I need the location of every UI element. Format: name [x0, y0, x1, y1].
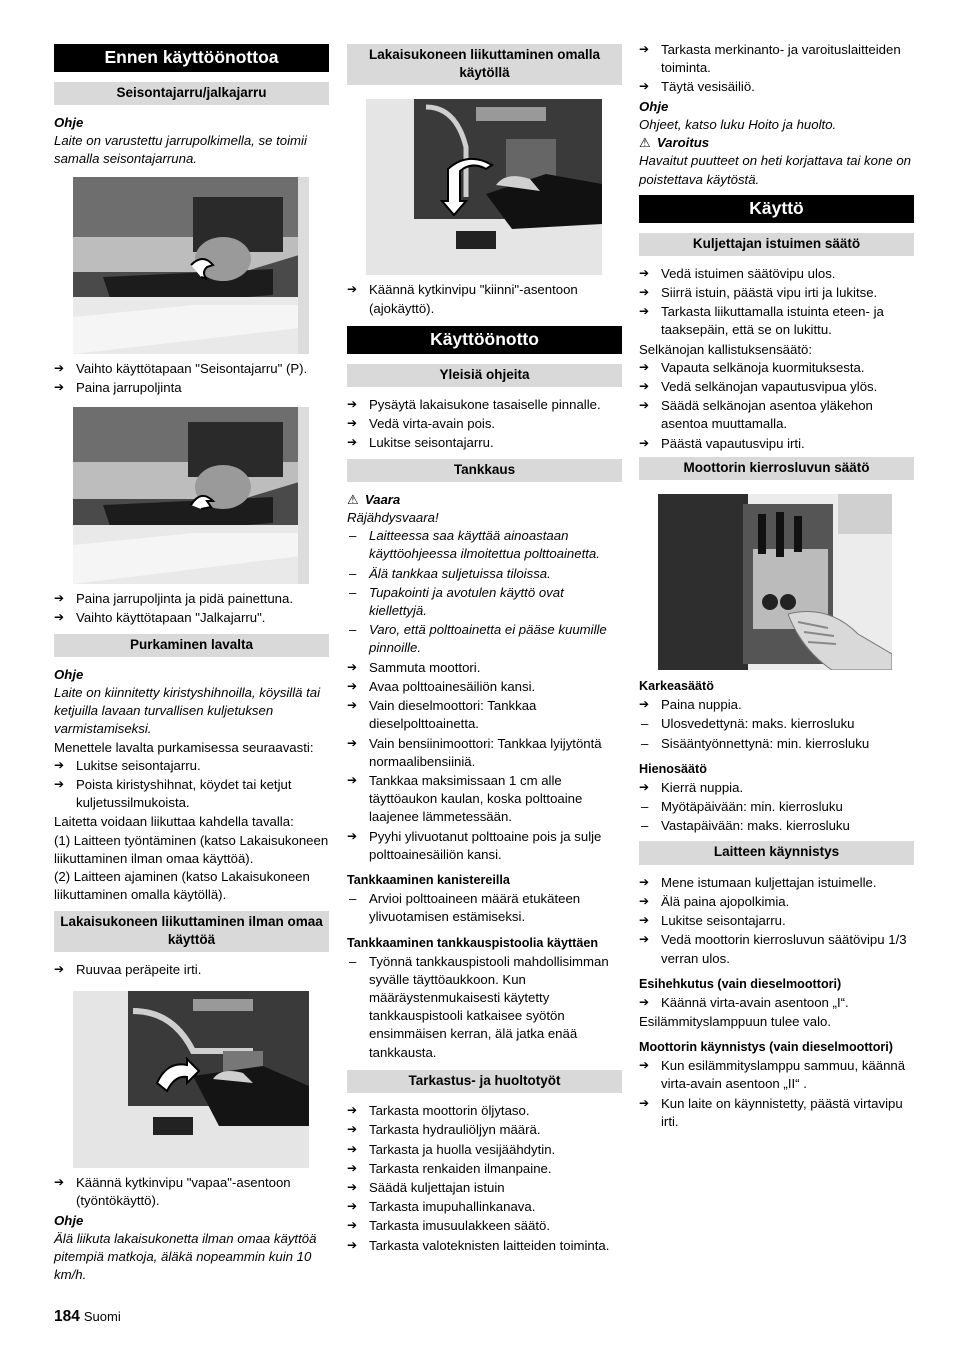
- steps-list: [639, 1057, 914, 1131]
- step-item: ➔ Käännä kytkinvipu "vapaa"-asentoon (työntökäyttö).: [54, 1174, 329, 1210]
- step-item: ➔ Tarkasta ja huolla vesijäähdytin.: [347, 1141, 622, 1159]
- paragraph: Esilämmityslamppuun tulee valo.: [639, 1013, 832, 1029]
- step-item: ➔ Vedä virta-avain pois.: [347, 415, 622, 433]
- step-item: ➔ Paina jarrupoljinta: [54, 379, 329, 397]
- step-item: ➔ Käännä virta-avain asentoon „I“.: [639, 994, 914, 1012]
- steps-list: [347, 1102, 622, 1255]
- subsection-heading: Lakaisukoneen liikuttaminen omalla käytöllä: [347, 44, 622, 85]
- photo-lever-free: [73, 991, 309, 1168]
- dash-list: [347, 527, 622, 658]
- step-item: ➔ Lukitse seisontajarru.: [347, 434, 622, 452]
- step-item: ➔ Tarkasta renkaiden ilmanpaine.: [347, 1160, 622, 1178]
- note-text: Laite on varustettu jarrupolkimella, se toimii samalla seisontajarruna.: [54, 133, 307, 167]
- step-item: ➔ Tarkasta moottorin öljytaso.: [347, 1102, 622, 1120]
- step-item: ➔ Vedä istuimen säätövipu ulos.: [639, 265, 914, 283]
- dash-item: – Myötäpäivään: min. kierrosluku: [639, 798, 914, 816]
- warning-triangle-icon: ⚠: [347, 491, 359, 507]
- note-title: Ohje: [639, 98, 669, 114]
- section-heading: Käyttö: [639, 195, 914, 223]
- steps-list: [639, 874, 914, 968]
- page-number: 184: [54, 1308, 80, 1325]
- dash-item: – Sisääntyönnettynä: min. kierrosluku: [639, 735, 914, 753]
- language-label: Suomi: [83, 1309, 121, 1324]
- note-text: Älä liikuta lakaisukonetta ilman omaa käyttöä pitempiä matkoja, äläkä nopeammin kuin 10 km/h.: [54, 1230, 317, 1283]
- step-item: ➔ Vedä moottorin kierrosluvun säätövipu 1/3 verran ulos.: [639, 931, 914, 967]
- subsection-heading: Laitteen käynnistys: [639, 841, 914, 864]
- subsection-heading: Lakaisukoneen liikuttaminen ilman omaa käyttöä: [54, 911, 329, 952]
- subheading: Tankkaaminen kanistereilla: [347, 873, 510, 888]
- step-item: ➔ Siirrä istuin, päästä vipu irti ja lukitse.: [639, 284, 914, 302]
- paragraph: Menettele lavalta purkamisessa seuraavasti:: [54, 739, 314, 755]
- step-item: ➔ Päästä vapautusvipu irti.: [639, 435, 914, 453]
- step-item: ➔ Vapauta selkänoja kuormituksesta.: [639, 359, 914, 377]
- steps-list: [639, 359, 914, 453]
- warning-label: Vaara: [364, 491, 401, 507]
- warning-title: [347, 491, 622, 509]
- step-item: ➔ Tarkasta liikuttamalla istuinta eteen- ja taaksepäin, että se on lukittu.: [639, 303, 914, 339]
- subsection-heading: Tankkaus: [347, 459, 622, 482]
- section-heading: Ennen käyttöönottoa: [54, 44, 329, 72]
- step-item: ➔ Ruuvaa peräpeite irti.: [54, 961, 329, 979]
- note-title: Ohje: [54, 1212, 84, 1228]
- warning-label: Varoitus: [656, 135, 710, 151]
- step-item: ➔ Kun esilämmityslamppu sammuu, käännä virta-avain asentoon „II“ .: [639, 1057, 914, 1093]
- step-item: ➔ Pyyhi ylivuotanut polttoaine pois ja sulje polttoainesäiliön kansi.: [347, 828, 622, 864]
- page-footer: [54, 1306, 121, 1327]
- step-item: ➔ Avaa polttoainesäiliön kansi.: [347, 678, 622, 696]
- dash-item: – Vastapäivään: maks. kierrosluku: [639, 817, 914, 835]
- dash-item: – Arvioi polttoaineen määrä etukäteen ylivuotamisen estämiseksi.: [347, 890, 622, 926]
- warning-triangle-icon: ⚠: [639, 135, 651, 151]
- step-item: ➔ Tankkaa maksimissaan 1 cm alle täyttöaukon kaulan, koska polttoaine laajenee lämmetessään.: [347, 772, 622, 827]
- step-item: ➔ Vaihto käyttötapaan "Jalkajarru".: [54, 609, 329, 627]
- steps-list: [639, 265, 914, 340]
- dash-item: – Varo, että polttoainetta ei pääse kuumille pinnoille.: [347, 621, 622, 657]
- subsection-heading: Tarkastus- ja huoltotyöt: [347, 1070, 622, 1093]
- step-item: ➔ Poista kiristyshihnat, köydet tai ketjut kuljetussilmukoista.: [54, 776, 329, 812]
- step-item: ➔ Käännä kytkinvipu "kiinni"-asentoon (ajokäyttö).: [347, 281, 622, 317]
- photo-brake-pedal-parking: [73, 177, 309, 354]
- paragraph: (1) Laitteen työntäminen (katso Lakaisukoneen liikuttaminen ilman omaa käyttöä).: [54, 832, 329, 866]
- warning-text: Räjähdysvaara!: [347, 509, 439, 525]
- warning-title: [639, 134, 914, 152]
- steps-list: [54, 590, 329, 627]
- step-item: ➔ Pysäytä lakaisukone tasaiselle pinnalle.: [347, 396, 622, 414]
- step-item: ➔ Kun laite on käynnistetty, päästä virtavipu irti.: [639, 1095, 914, 1131]
- step-item: ➔ Säädä kuljettajan istuin: [347, 1179, 622, 1197]
- paragraph: Laitetta voidaan liikuttaa kahdella tavalla:: [54, 814, 294, 830]
- throttle-photo-drawing: [658, 494, 892, 670]
- column-2: [347, 44, 622, 1256]
- subheading: Esihehkutus (vain dieselmoottori): [639, 976, 842, 991]
- subsection-heading: Purkaminen lavalta: [54, 634, 329, 657]
- subsection-heading: Yleisiä ohjeita: [347, 364, 622, 387]
- photo-brake-pedal-foot: [73, 407, 309, 584]
- photo-lever-engaged: [366, 99, 602, 275]
- dash-item: – Ulosvedettynä: maks. kierrosluku: [639, 715, 914, 733]
- step-item: ➔ Tarkasta merkinanto- ja varoituslaitteiden toiminta.: [639, 41, 914, 77]
- paragraph: (2) Laitteen ajaminen (katso Lakaisukoneen liikuttaminen omalla käytöllä).: [54, 869, 310, 903]
- step-item: ➔ Täytä vesisäiliö.: [639, 78, 914, 96]
- subheading: Tankkaaminen tankkauspistoolia käyttäen: [347, 935, 599, 950]
- steps-list: [347, 396, 622, 453]
- subheading: Hienosäätö: [639, 761, 707, 776]
- dash-item: – Laitteessa saa käyttää ainoastaan käyttöohjeessa ilmoitettua polttoainetta.: [347, 527, 622, 563]
- step-item: ➔ Tarkasta valoteknisten laitteiden toiminta.: [347, 1237, 622, 1255]
- step-item: ➔ Lukitse seisontajarru.: [54, 757, 329, 775]
- step-item: ➔ Mene istumaan kuljettajan istuimelle.: [639, 874, 914, 892]
- foot-brake-photo-drawing: [73, 407, 309, 584]
- subsection-heading: Moottorin kierrosluvun säätö: [639, 457, 914, 480]
- column-1: [54, 44, 329, 1285]
- note-text: Ohjeet, katso luku Hoito ja huolto.: [639, 116, 837, 132]
- paragraph: Selkänojan kallistuksensäätö:: [639, 341, 813, 357]
- step-item: ➔ Säädä selkänojan asentoa yläkehon asentoa muuttamalla.: [639, 397, 914, 433]
- steps-list: [639, 41, 914, 97]
- note-text: Laite on kiinnitetty kiristyshihnoilla, köysillä tai ketjuilla lavaan turvallisen kuljetuksen varmistamiseksi.: [54, 684, 321, 737]
- warning-text: Havaitut puutteet on heti korjattava tai kone on poistettava käytöstä.: [639, 153, 911, 187]
- step-item: ➔ Vedä selkänojan vapautusvipua ylös.: [639, 378, 914, 396]
- step-item: ➔ Vaihto käyttötapaan "Seisontajarru" (P).: [54, 360, 329, 378]
- brake-pedal-photo-drawing: [73, 177, 309, 354]
- step-item: ➔ Kierrä nuppia.: [639, 779, 914, 797]
- note-title: Ohje: [54, 114, 84, 130]
- section-heading: Käyttöönotto: [347, 326, 622, 354]
- subsection-heading: Kuljettajan istuimen säätö: [639, 233, 914, 256]
- step-item: ➔ Sammuta moottori.: [347, 659, 622, 677]
- dash-item: – Älä tankkaa suljetuissa tiloissa.: [347, 565, 622, 583]
- step-item: ➔ Älä paina ajopolkimia.: [639, 893, 914, 911]
- step-item: ➔ Paina nuppia.: [639, 696, 914, 714]
- step-item: ➔ Tarkasta hydrauliöljyn määrä.: [347, 1121, 622, 1139]
- dash-item: – Tupakointi ja avotulen käyttö ovat kiellettyjä.: [347, 584, 622, 620]
- dash-item: – Työnnä tankkauspistooli mahdollisimman syvälle täyttöaukkoon. Kun määräystenmukaisesti käytetty tankkauspistooli katkaisee syötön ensimmäisen kerran, älä jatka enää tankkausta.: [347, 953, 622, 1062]
- lever-free-photo-drawing: [73, 991, 309, 1168]
- step-item: ➔ Vain dieselmoottori: Tankkaa dieselpolttoainetta.: [347, 697, 622, 733]
- steps-list: [54, 360, 329, 397]
- step-item: ➔ Tarkasta imusuulakkeen säätö.: [347, 1217, 622, 1235]
- subheading: Moottorin käynnistys (vain dieselmoottori): [639, 1040, 894, 1055]
- step-item: ➔ Tarkasta imupuhallinkanava.: [347, 1198, 622, 1216]
- step-item: ➔ Paina jarrupoljinta ja pidä painettuna.: [54, 590, 329, 608]
- step-item: ➔ Vain bensiinimoottori: Tankkaa lyijytöntä normaalibensiiniä.: [347, 735, 622, 771]
- subsection-heading: Seisontajarru/jalkajarru: [54, 82, 329, 105]
- step-item: ➔ Lukitse seisontajarru.: [639, 912, 914, 930]
- subheading: Karkeasäätö: [639, 679, 714, 694]
- steps-list: [347, 659, 622, 864]
- lever-engaged-photo-drawing: [366, 99, 602, 275]
- column-3: [639, 41, 914, 1132]
- photo-throttle-control: [658, 494, 892, 670]
- note-title: Ohje: [54, 666, 84, 682]
- steps-list: [54, 757, 329, 813]
